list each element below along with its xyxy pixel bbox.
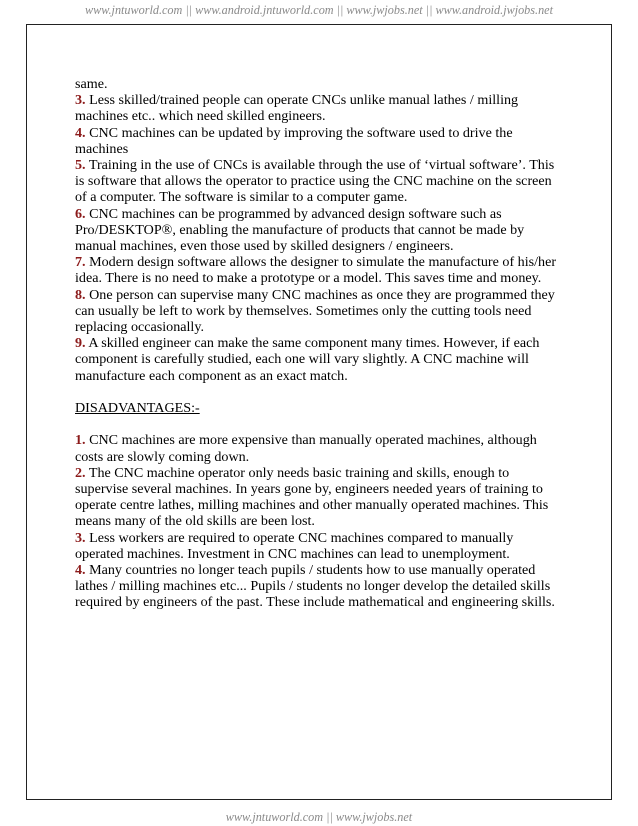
advantage-item-3-line-3 <box>75 189 575 205</box>
advantage-item-text: can usually be left to work by themselves. Sometimes only the cutting tools need <box>75 302 532 319</box>
disadvantage-item-number: 2. <box>75 464 86 481</box>
disadvantage-item-4-line-1 <box>75 562 575 578</box>
footer-watermark: www.jntuworld.com || www.jwjobs.net <box>225 810 413 824</box>
advantage-item-4-line-3 <box>75 238 575 254</box>
advantage-item-text: Less skilled/trained people can operate CNCs unlike manual lathes / milling <box>85 92 519 109</box>
header-watermark: www.jntuworld.com || www.android.jntuworld.com || www.jwjobs.net || www.android.jwjobs.net <box>85 3 553 17</box>
advantage-item-number: 7. <box>75 254 86 271</box>
disadvantage-item-text: operated machines. Investment in CNC machines can lead to unemployment. <box>75 545 510 562</box>
advantage-item-number: 8. <box>75 286 86 303</box>
advantage-item-text: component is carefully studied, each one will vary slightly. A CNC machine will <box>75 351 529 368</box>
advantage-item-3-line-1 <box>75 157 575 173</box>
document-body <box>75 76 575 611</box>
disadvantage-item-text: Many countries no longer teach pupils / students how to use manually operated <box>85 562 536 579</box>
advantage-item-text: of a computer. The software is similar to a computer game. <box>75 189 408 206</box>
advantage-item-text: manual machines, even those used by skilled designers / engineers. <box>75 238 454 255</box>
advantage-item-text: One person can supervise many CNC machines as once they are programmed they <box>85 286 555 303</box>
advantage-item-4-line-2 <box>75 222 575 238</box>
advantage-item-4-line-1 <box>75 206 575 222</box>
advantage-item-7-line-1 <box>75 335 575 351</box>
advantage-item-number: 9. <box>75 335 86 352</box>
advantage-item-text: CNC machines can be programmed by advanced design software such as <box>85 205 502 222</box>
advantage-item-text: Modern design software allows the designer to simulate the manufacture of his/her <box>85 254 557 271</box>
advantage-item-text: is software that allows the operator to practice using the CNC machine on the screen <box>75 173 552 190</box>
disadvantage-item-text: costs are slowly coming down. <box>75 448 250 465</box>
advantage-item-6-line-3 <box>75 319 575 335</box>
advantage-item-3-line-2 <box>75 173 575 189</box>
disadvantage-item-3-line-2 <box>75 546 575 562</box>
advantage-item-text: manufacture each component as an exact match. <box>75 367 348 384</box>
advantage-item-number: 5. <box>75 157 86 174</box>
advantage-item-7-line-3 <box>75 368 575 384</box>
advantage-item-text: idea. There is no need to make a prototype or a model. This saves time and money. <box>75 270 542 287</box>
disadvantage-item-text: CNC machines are more expensive than manually operated machines, although <box>85 432 537 449</box>
disadvantage-item-text: The CNC machine operator only needs basic training and skills, enough to <box>85 464 510 481</box>
disadvantage-item-2-line-4 <box>75 513 575 529</box>
disadvantage-item-text: operate centre lathes, milling machines and other manually operated machines. This <box>75 497 549 514</box>
advantage-item-number: 6. <box>75 205 86 222</box>
disadvantage-item-3-line-1 <box>75 530 575 546</box>
disadvantage-item-4-line-2 <box>75 578 575 594</box>
advantage-item-2-line-1 <box>75 125 575 141</box>
advantage-item-5-line-2 <box>75 270 575 286</box>
advantage-item-number: 4. <box>75 124 86 141</box>
advantage-item-text: Pro/DESKTOP®, enabling the manufacture of products that cannot be made by <box>75 221 525 238</box>
advantage-item-6-line-2 <box>75 303 575 319</box>
advantages-list <box>75 92 575 384</box>
advantages-continuation: same. <box>75 76 108 92</box>
disadvantage-item-1-line-2 <box>75 449 575 465</box>
spacer <box>75 416 575 432</box>
disadvantage-item-text: Less workers are required to operate CNC machines compared to manually <box>85 529 514 546</box>
advantage-item-text: CNC machines can be updated by improving the software used to drive the <box>85 124 513 141</box>
disadvantages-list <box>75 432 575 610</box>
advantage-item-text: machines etc.. which need skilled engineers. <box>75 108 326 125</box>
advantage-item-5-line-1 <box>75 254 575 270</box>
advantage-item-text: machines <box>75 140 129 157</box>
advantage-item-text: Training in the use of CNCs is available through the use of ‘virtual software’. This <box>85 157 555 174</box>
disadvantage-item-text: required by engineers of the past. These include mathematical and engineering skills. <box>75 594 555 611</box>
disadvantage-item-2-line-2 <box>75 481 575 497</box>
advantage-item-1-line-1 <box>75 92 575 108</box>
disadvantages-heading: DISADVANTAGES:- <box>75 400 200 417</box>
disadvantage-item-2-line-1 <box>75 465 575 481</box>
disadvantage-item-text: supervise several machines. In years gone by, engineers needed years of training to <box>75 481 543 498</box>
disadvantage-item-text: means many of the old skills are been lost. <box>75 513 315 530</box>
advantage-item-text: A skilled engineer can make the same component many times. However, if each <box>85 335 540 352</box>
disadvantage-item-4-line-3 <box>75 594 575 610</box>
disadvantage-item-number: 3. <box>75 529 86 546</box>
advantage-item-2-line-2 <box>75 141 575 157</box>
disadvantage-item-number: 4. <box>75 562 86 579</box>
disadvantage-item-text: lathes / milling machines etc... Pupils / students no longer develop the detailed skills <box>75 578 551 595</box>
advantage-item-number: 3. <box>75 92 86 109</box>
advantage-item-7-line-2 <box>75 351 575 367</box>
spacer <box>75 384 575 400</box>
disadvantage-item-2-line-3 <box>75 497 575 513</box>
advantage-item-1-line-2 <box>75 108 575 124</box>
disadvantage-item-number: 1. <box>75 432 86 449</box>
disadvantage-item-1-line-1 <box>75 432 575 448</box>
advantage-item-text: replacing occasionally. <box>75 319 205 336</box>
advantage-item-6-line-1 <box>75 287 575 303</box>
